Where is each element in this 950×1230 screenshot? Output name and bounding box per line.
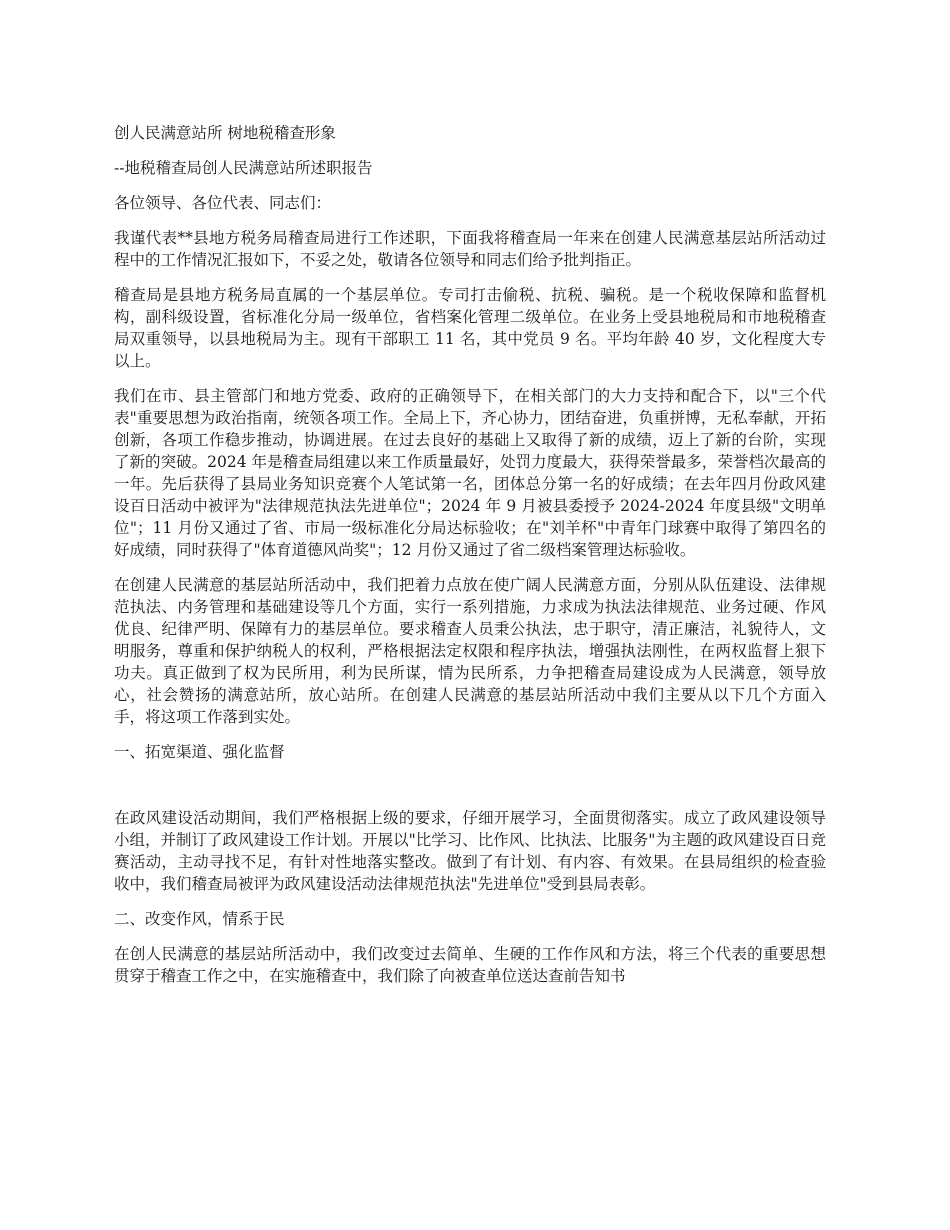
paragraph-section-1: 在政风建设活动期间，我们严格根据上级的要求，仔细开展学习，全面贯彻落实。成立了政风建设领导小组，并制订了政风建设工作计划。开展以"比学习、比作风、比执法、比服务"为主题的政风建设百日竞赛活动，主动寻找不足，有针对性地落实整改。做到了有计划、有内容、有效果。在县局组织的检查验收中，我们稽查局被评为政风建设活动法律规范执法"先进单位"受到县局表彰。 (114, 809, 826, 893)
paragraph-intro: 我谨代表**县地方税务局稽查局进行工作述职，下面我将稽查局一年来在创建人民满意基层站所活动过程中的工作情况汇报如下，不妥之处，敬请各位领导和同志们给予批判指正。 (114, 229, 826, 269)
section-heading-1: 一、拓宽渠道、强化监督 (114, 743, 285, 761)
section-heading-2: 二、改变作风，情系于民 (114, 910, 285, 928)
paragraph-overview: 稽查局是县地方税务局直属的一个基层单位。专司打击偷税、抗税、骗税。是一个税收保障和监督机构，副科级设置，省标准化分局一级单位，省档案化管理二级单位。在业务上受县地税局和市地税稽查局双重领导，以县地税局为主。现有干部职工 11 名，其中党员 9 名。平均年龄 40 岁，文化程度大专以上。 (114, 286, 826, 370)
paragraph-achievements: 我们在市、县主管部门和地方党委、政府的正确领导下，在相关部门的大力支持和配合下，以"三个代表"重要思想为政治指南，统领各项工作。全局上下，齐心协力，团结奋进，负重拼博，无私奉献，开拓创新，各项工作稳步推动，协调进展。在过去良好的基础上又取得了新的成绩，迈上了新的台阶，实现了新的突破。2024 年是稽查局组建以来工作质量最好，处罚力度最大，获得荣誉最多，荣誉档次最高的一年。先后获得了县局业务知识竞赛个人笔试第一名，团体总分第一名的好成绩；在去年四月份政风建设百日活动中被评为"法律规范执法先进单位"；2024 年 9 月被县委授予 2024-2024 年度县级"文明单位"；11 月份又通过了省、市局一级标准化分局达标验收；在"刘羊杯"中青年门球赛中取得了第四名的好成绩，同时获得了"体育道德风尚奖"；12 月份又通过了省二级档案管理达标验收。 (114, 387, 826, 559)
paragraph-measures: 在创建人民满意的基层站所活动中，我们把着力点放在使广阔人民满意方面，分别从队伍建设、法律规范执法、内务管理和基础建设等几个方面，实行一系列措施，力求成为执法法律规范、业务过硬、作风优良、纪律严明、保障有力的基层单位。要求稽查人员秉公执法，忠于职守，清正廉洁，礼貌待人，文明服务，尊重和保护纳税人的权利，严格根据法定权限和程序执法，增强执法刚性，在两权监督上狠下功夫。真正做到了权为民所用，利为民所谋，情为民所系，力争把稽查局建设成为人民满意，领导放心，社会赞扬的满意站所，放心站所。在创建人民满意的基层站所活动中我们主要从以下几个方面入手，将这项工作落到实处。 (114, 576, 826, 726)
document-title: 创人民满意站所 树地税稽查形象 (114, 124, 336, 142)
paragraph-section-2: 在创人民满意的基层站所活动中，我们改变过去简单、生硬的工作作风和方法，将三个代表的重要思想贯穿于稽查工作之中，在实施稽查中，我们除了向被查单位送达查前告知书 (114, 945, 826, 985)
salutation: 各位领导、各位代表、同志们： (114, 194, 332, 212)
document-page (114, 122, 826, 1000)
document-subtitle: --地税稽查局创人民满意站所述职报告 (114, 159, 373, 177)
